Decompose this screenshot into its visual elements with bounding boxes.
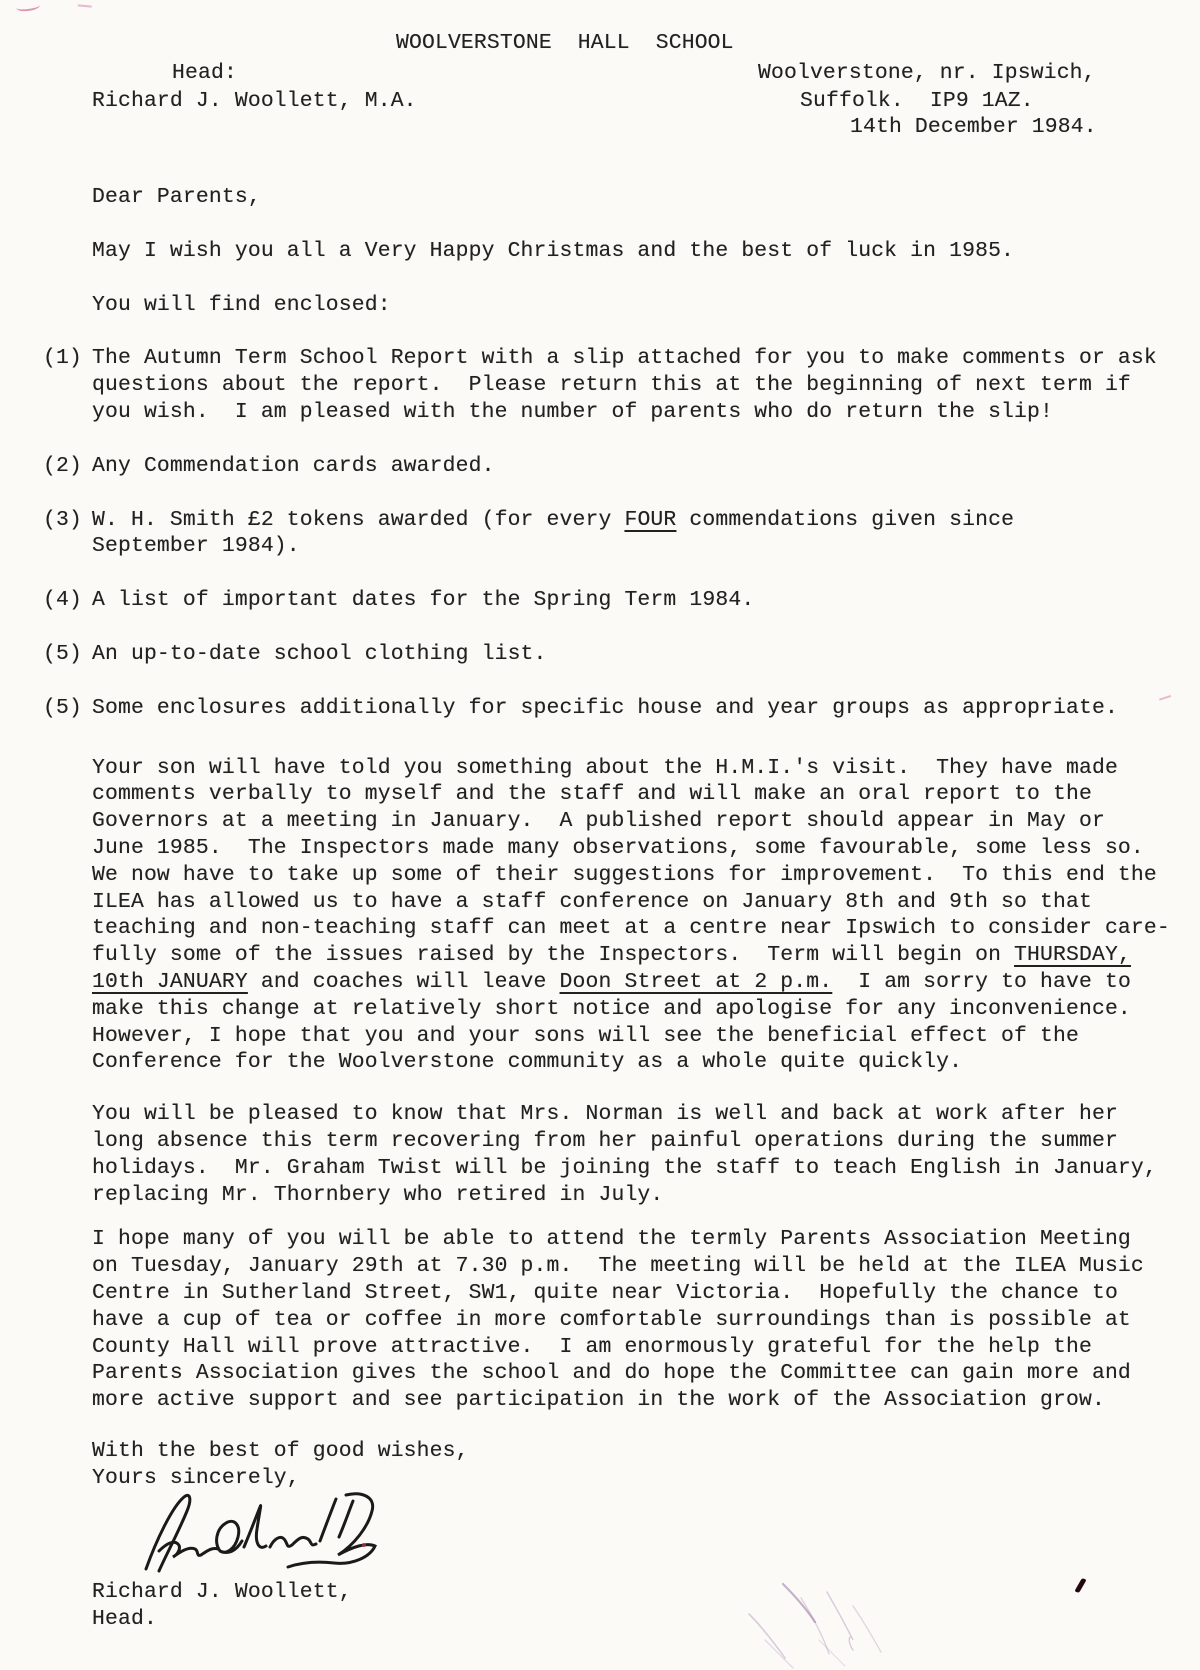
enclosure-number: (5): [43, 641, 82, 666]
enclosure-text: W. H. Smith £2 tokens awarded (for every FOUR commendations given since September 1984).: [92, 507, 1015, 559]
enclosure-text: A list of important dates for the Spring Term 1984.: [92, 588, 755, 613]
letter-body: [43, 184, 1184, 1633]
enclosure-number: (1): [43, 346, 82, 371]
paragraph-parents-association: I hope many of you will be able to attend the termly Parents Association Meeting on Tuesday, January 29th at 7.30 p.m. The meeting will be held at the ILEA Music Centre in Sutherland Street, SW1, quite near Victoria. Hopefully the chance to have a cup of tea or coffee in more comfortable surroundings than is possible at County Hall will prove attractive. I am enormously grateful for the help the Parents Association gives the school and do hope the Committee can gain more and more active support and see participation in the work of the Association grow.: [92, 1227, 1144, 1413]
enclosure-number: (3): [43, 507, 82, 532]
enclosure-item-5: [43, 641, 1184, 668]
enclosure-number: (2): [43, 453, 82, 478]
head-name: Richard J. Woollett, M.A.: [92, 89, 417, 113]
letter-date: 14th December 1984.: [850, 115, 1097, 139]
scan-artifact-pink-smudge-top: [78, 0, 93, 8]
enclosure-text: Any Commendation cards awarded.: [92, 453, 495, 478]
address-line-1: Woolverstone, nr. Ipswich,: [758, 61, 1096, 85]
enclosure-item-1: [43, 345, 1184, 425]
signatory-name: Richard J. Woollett,: [92, 1580, 352, 1605]
signature-block: [92, 1489, 1184, 1577]
enclosure-number: (4): [43, 588, 82, 613]
signatory-title: Head.: [92, 1607, 157, 1632]
paragraph-staff-news: You will be pleased to know that Mrs. Norman is well and back at work after her long absence this term recovering from her painful operations during the summer holidays. Mr. Graham Twist will be joining the staff to teach English in January, replacing Mr. Thornbery who retired in July.: [92, 1102, 1157, 1207]
enclosure-text: The Autumn Term School Report with a slip attached for you to make comments or ask questions about the report. Please return this at the beginning of next term if you wish. I am pleased with the number of parents who do return the slip!: [92, 346, 1157, 424]
enclosure-item-4: [43, 587, 1184, 614]
enclosure-text: An up-to-date school clothing list.: [92, 641, 547, 666]
head-label: Head:: [172, 61, 237, 85]
letterhead-school-name: WOOLVERSTONE HALL SCHOOL: [396, 31, 734, 55]
paragraph-enclosed-intro: You will find enclosed:: [92, 292, 391, 317]
enclosure-number: (5): [43, 695, 82, 720]
enclosure-item-6: [43, 695, 1184, 722]
closing-lines: With the best of good wishes, Yours sincerely,: [92, 1438, 469, 1490]
signature: [140, 1489, 384, 1575]
scan-artifact-pink-smudge-topleft: [16, 1, 41, 13]
address-line-2: Suffolk. IP9 1AZ.: [800, 89, 1034, 113]
paragraph-greeting: May I wish you all a Very Happy Christmas and the best of luck in 1985.: [92, 238, 1015, 263]
paragraph-hmi-visit: Your son will have told you something about the H.M.I.'s visit. They have made comments verbally to myself and the staff and will make an oral report to the Governors at a meeting in January. A published report should appear in May or June 1985. The Inspectors made many observations, some favourable, some less so. We now have to take up some of their suggestions for improvement. To this end the ILEA has allowed us to have a staff conference on January 8th and 9th so that teaching and non-teaching staff can meet at a centre near Ipswich to consider care- fully some of the issues raised by the Inspectors. Term will begin on THURSDAY, 10th JANUARY and coaches will leave Doon Street at 2 p.m. I am sorry to have to make this change at relatively short notice and apologise for any inconvenience. However, I hope that you and your sons will see the beneficial effect of the Conference for the Woolverstone community as a whole quite quickly.: [92, 755, 1170, 1075]
enclosure-text: Some enclosures additionally for specific house and year groups as appropriate.: [92, 695, 1118, 720]
salutation: Dear Parents,: [92, 185, 261, 209]
enclosure-item-3: [43, 507, 1184, 561]
enclosure-item-2: [43, 453, 1184, 480]
